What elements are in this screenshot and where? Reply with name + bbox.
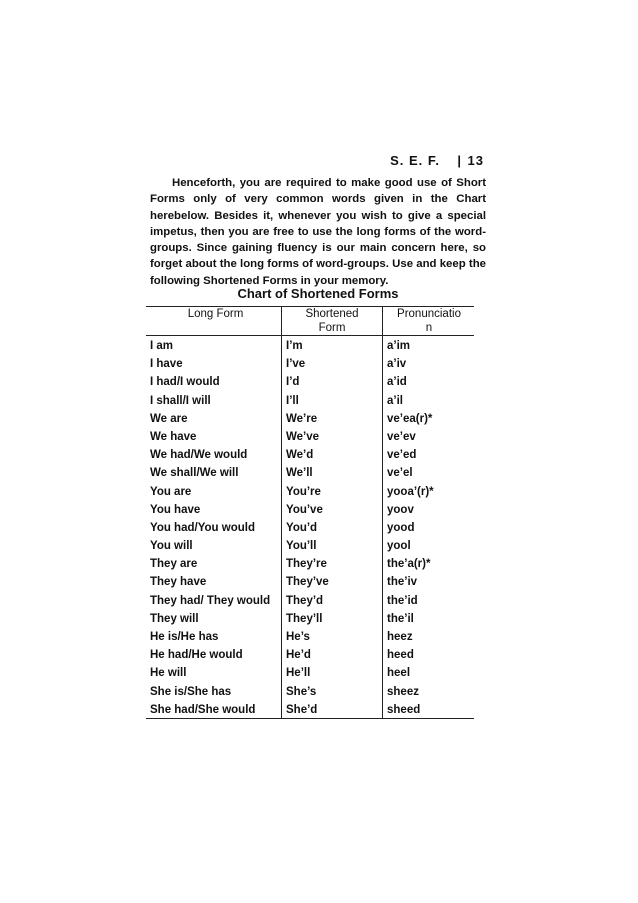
cell-pronunciation: ve’ea(r)* [387,412,433,425]
page-number: 13 [467,153,484,168]
cell-shortened-form: They’ve [286,576,329,589]
table-row [150,574,486,592]
cell-pronunciation: the’iv [387,576,418,589]
column-header-pronunciation-line1: Pronunciatio [397,308,461,320]
cell-long-form: You will [150,540,193,553]
cell-shortened-form: They’re [286,558,327,571]
table-row [150,447,486,465]
chart-title: Chart of Shortened Forms [237,286,399,301]
cell-long-form: She had/She would [150,703,256,716]
table-header-rule [146,335,474,336]
table-row [150,629,486,647]
column-header-shortened-form [282,307,382,335]
header-title: S. E. F. [390,153,440,168]
cell-pronunciation: ve’el [387,467,413,480]
cell-shortened-form: She’s [286,685,317,698]
cell-pronunciation: yood [387,521,415,534]
header-separator: | [457,153,462,168]
cell-shortened-form: You’re [286,485,321,498]
cell-pronunciation: a’il [387,394,403,407]
table-row [150,484,486,502]
cell-pronunciation: heez [387,631,413,643]
cell-pronunciation: ve’ed [387,449,417,462]
cell-pronunciation: heed [387,649,414,662]
cell-shortened-form: I’m [286,340,303,352]
table-row [150,520,486,538]
column-header-shortened-line1: Shortened [305,308,359,320]
cell-long-form: We have [150,430,197,443]
table-row [150,338,486,356]
cell-long-form: He will [150,667,187,680]
table-body [150,338,486,720]
cell-shortened-form: I’d [286,376,300,389]
cell-long-form: They had/ They would [150,594,271,607]
cell-long-form: She is/She has [150,685,232,698]
table-row [150,411,486,429]
table-row [150,702,486,720]
table-row [150,465,486,483]
table-row [150,374,486,392]
cell-long-form: They have [150,576,207,589]
cell-long-form: I am [150,340,174,352]
column-header-shortened-line2: Form [318,322,346,334]
column-header-long-form-label: Long Form [187,308,244,320]
cell-pronunciation: yooa’(r)* [387,485,434,498]
table-row [150,556,486,574]
table-row [150,611,486,629]
cell-shortened-form: I’ll [286,394,299,407]
cell-shortened-form: They’d [286,594,324,607]
cell-pronunciation: yool [387,540,411,553]
cell-long-form: We shall/We will [150,467,239,480]
table-row [150,538,486,556]
cell-long-form: I shall/I will [150,394,211,407]
cell-long-form: I have [150,358,183,371]
cell-pronunciation: heel [387,667,411,680]
table-row [150,684,486,702]
table-row [150,502,486,520]
cell-long-form: You had/You would [150,521,255,534]
cell-shortened-form: I’ve [286,358,306,371]
table-row [150,665,486,683]
cell-shortened-form: You’d [286,521,318,534]
cell-shortened-form: They’ll [286,612,323,625]
cell-shortened-form: We’d [286,449,314,462]
cell-pronunciation: the’a(r)* [387,558,431,571]
cell-shortened-form: You’ve [286,503,323,516]
cell-long-form: They are [150,558,198,571]
cell-pronunciation: sheed [387,703,421,716]
cell-pronunciation: yoov [387,503,414,516]
column-header-pronunciation-line2: n [425,322,433,334]
cell-shortened-form: We’ll [286,467,313,480]
cell-shortened-form: We’ve [286,430,320,443]
cell-pronunciation: the’il [387,612,414,625]
cell-shortened-form: He’s [286,631,310,643]
cell-shortened-form: You’ll [286,540,317,553]
column-header-long-form [150,307,281,321]
cell-pronunciation: a’iv [387,358,407,371]
table-row [150,393,486,411]
cell-pronunciation: the’id [387,594,418,607]
cell-long-form: He had/He would [150,649,243,662]
table-row [150,356,486,374]
cell-pronunciation: a’im [387,340,411,352]
cell-long-form: I had/I would [150,376,220,389]
cell-pronunciation: a’id [387,376,407,389]
cell-long-form: You are [150,485,192,498]
table-row [150,593,486,611]
cell-shortened-form: He’ll [286,667,311,680]
column-header-pronunciation [383,307,475,335]
cell-long-form: They will [150,612,199,625]
intro-paragraph: Henceforth, you are required to make good use of Short Forms only of very common words given in the Chart herebelow. Besides it, whenever you wish to give a special impetus, then you are free to use the long forms of the word-groups. Since gaining fluency is our main concern here, so forget about the long forms of word-groups. Use and keep the following Shortened Forms in your memory. [150,177,486,287]
page-header [150,153,486,171]
cell-long-form: He is/He has [150,631,219,643]
cell-long-form: We had/We would [150,449,248,462]
cell-long-form: We are [150,412,188,425]
cell-pronunciation: ve’ev [387,430,416,443]
cell-shortened-form: We’re [286,412,318,425]
table-row [150,429,486,447]
cell-shortened-form: He’d [286,649,311,662]
cell-long-form: You have [150,503,201,516]
table-row [150,647,486,665]
cell-pronunciation: sheez [387,685,419,698]
cell-shortened-form: She’d [286,703,318,716]
